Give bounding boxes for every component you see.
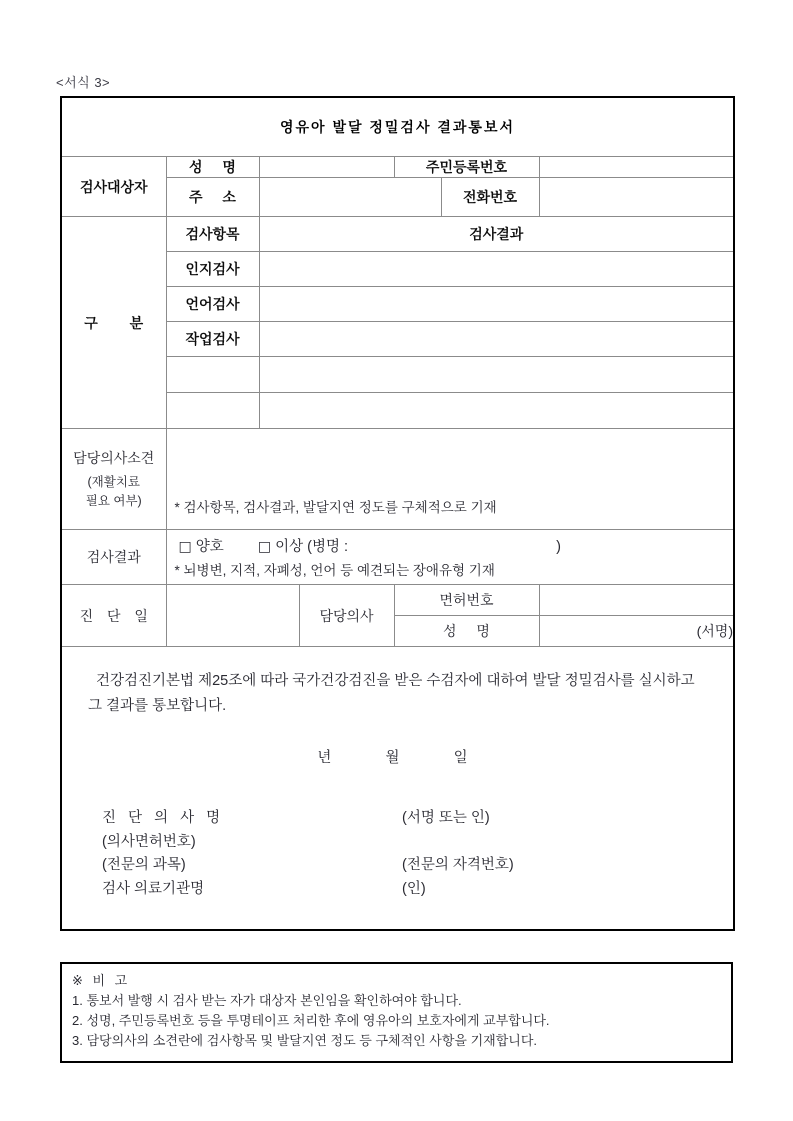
statement-row — [61, 647, 734, 931]
institution-line — [102, 878, 707, 901]
exam-item-label: 작업검사 — [166, 322, 259, 357]
exam-item-label[interactable] — [166, 393, 259, 429]
doctor-name-label: 성 명 — [394, 616, 539, 647]
specialty-label: (전문의 과목) — [102, 857, 186, 874]
specialty-number-label: (전문의 자격번호) — [402, 857, 514, 874]
phone-label: 전화번호 — [441, 178, 539, 217]
doctor-sign-hint: (서명 또는 인) — [402, 810, 490, 827]
exam-item-label: 언어검사 — [166, 287, 259, 322]
exam-result-value[interactable] — [259, 287, 734, 322]
classification-header-row — [61, 217, 734, 252]
day-label: 일 — [453, 749, 468, 766]
license-number-label: 면허번호 — [394, 585, 539, 616]
phone-value[interactable] — [539, 178, 734, 217]
doctor-name-line — [102, 807, 707, 830]
exam-item-label: 인지검사 — [166, 252, 259, 287]
classification-row-label: 구 분 — [61, 217, 166, 429]
signature-block — [88, 807, 707, 919]
checkbox-abnormal-icon[interactable]: □ — [257, 538, 272, 555]
attending-doctor-label: 담당의사 — [299, 585, 394, 647]
address-value[interactable] — [259, 178, 441, 217]
year-label: 년 — [317, 749, 332, 766]
test-result-area — [166, 530, 734, 585]
title-row — [61, 97, 734, 157]
note-item: 3. 담당의사의 소견란에 검사항목 및 발달지연 정도 등 구체적인 사항을 기재합니다. — [72, 1033, 537, 1049]
paren-close: ) — [556, 538, 561, 555]
diagnosis-date-value[interactable] — [166, 585, 299, 647]
exam-item-label[interactable] — [166, 357, 259, 393]
exam-item-header: 검사항목 — [166, 217, 259, 252]
test-result-row — [61, 530, 734, 585]
note-item: 1. 통보서 발행 시 검사 받는 자가 대상자 본인임을 확인하여야 합니다. — [72, 993, 462, 1009]
statement-paragraph: 건강검진기본법 제25조에 따라 국가건강검진을 받은 수검자에 대하여 발달 정밀검사를 실시하고 그 결과를 통보합니다. — [88, 673, 695, 715]
opinion-note: * 검사항목, 검사결과, 발달지연 정도를 구체적으로 기재 — [174, 500, 497, 515]
subject-row-label: 검사대상자 — [61, 157, 166, 217]
opinion-label — [61, 429, 166, 530]
diagnosis-license-row — [61, 585, 734, 616]
name-label: 성 명 — [166, 157, 259, 178]
opinion-value[interactable] — [167, 434, 734, 496]
statement-block — [61, 647, 734, 931]
option-abnormal-label: 이상 (병명 : — [275, 538, 349, 555]
test-result-note: * 뇌병변, 지적, 자폐성, 언어 등 예견되는 장애유형 기재 — [174, 562, 495, 578]
diagnosis-doctor-name-label: 진 단 의 사 명 — [102, 810, 225, 827]
statement-text-wrap — [62, 647, 733, 929]
license-number-value[interactable] — [539, 585, 734, 616]
exam-result-value[interactable] — [259, 393, 734, 429]
form-code-label: <서식 3> — [56, 75, 111, 90]
date-line — [88, 746, 707, 771]
subject-name-row — [61, 157, 734, 178]
main-form-table — [60, 96, 735, 931]
opinion-value-area[interactable] — [166, 429, 734, 530]
test-result-options — [167, 531, 734, 556]
page-title: 영유아 발달 정밀검사 결과통보서 — [61, 97, 734, 157]
note-item: 2. 성명, 주민등록번호 등을 투명테이프 처리한 후에 영유아의 보호자에게 교부합니다. — [72, 1013, 550, 1029]
opinion-label-main: 담당의사소견 — [73, 449, 155, 466]
checkbox-good-icon[interactable]: □ — [178, 538, 192, 555]
option-good-label: 양호 — [195, 538, 224, 555]
institution-label: 검사 의료기관명 — [102, 880, 205, 897]
rrn-value[interactable] — [539, 157, 734, 178]
name-value[interactable] — [259, 157, 394, 178]
address-label: 주 소 — [166, 178, 259, 217]
doctor-signature-hint[interactable]: (서명) — [539, 616, 734, 647]
notes-box — [60, 962, 733, 1063]
rrn-label: 주민등록번호 — [394, 157, 539, 178]
institution-seal: (인) — [402, 880, 426, 897]
opinion-row — [61, 429, 734, 530]
exam-result-value[interactable] — [259, 322, 734, 357]
exam-result-value[interactable] — [259, 252, 734, 287]
exam-result-header: 검사결과 — [259, 217, 734, 252]
month-label: 월 — [385, 749, 400, 766]
doctor-license-label: (의사면허번호) — [102, 833, 196, 850]
test-result-label: 검사결과 — [61, 530, 166, 585]
diagnosis-date-label: 진 단 일 — [61, 585, 166, 647]
exam-result-value[interactable] — [259, 357, 734, 393]
specialty-line — [102, 854, 707, 877]
license-line — [102, 831, 707, 854]
notes-title: ※ 비 고 — [72, 973, 131, 988]
opinion-sublabel-line2: 필요 여부) — [85, 494, 142, 509]
opinion-sublabel-line1: (재활치료 — [87, 475, 140, 490]
